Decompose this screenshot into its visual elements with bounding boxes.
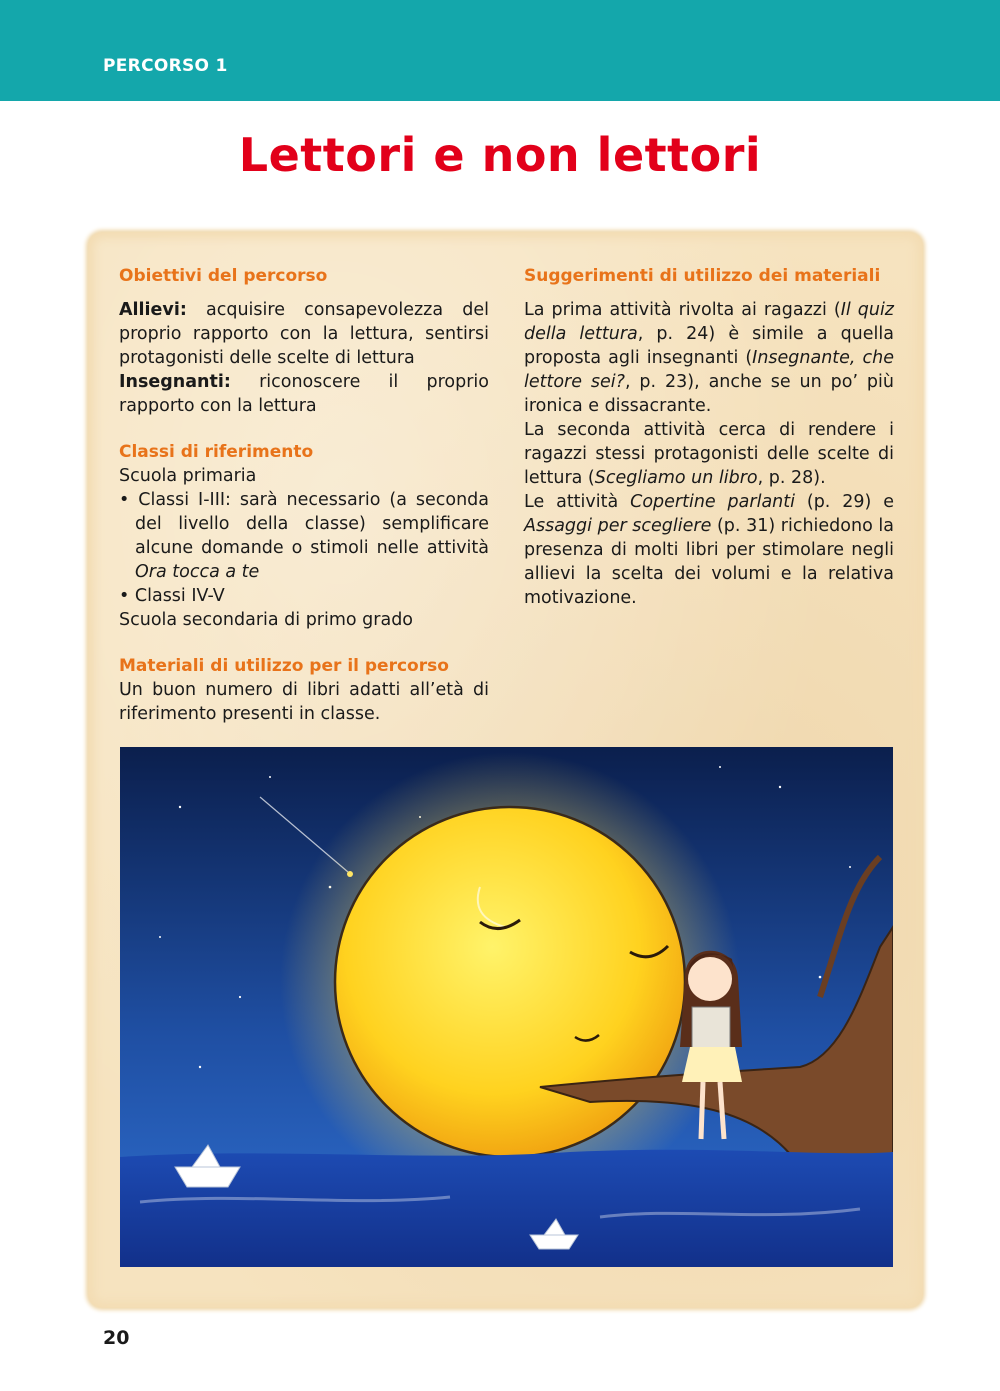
italic-title: Scegliamo un libro bbox=[594, 468, 758, 488]
teachers-objective bbox=[119, 370, 489, 418]
italic-title: Assaggi per scegliere bbox=[524, 516, 712, 536]
secondary-school: Scuola secondaria di primo grado bbox=[119, 610, 414, 630]
suggestions-paragraph-2 bbox=[524, 418, 894, 490]
students-text: acquisire consapevolezza del proprio rapporto con la lettura, sentirsi protagonisti delle scelte di lettura bbox=[119, 300, 489, 368]
moon bbox=[335, 807, 685, 1157]
text-span: La prima attività rivolta ai ragazzi ( bbox=[524, 300, 841, 320]
teachers-text: riconoscere il proprio rapporto con la lettura bbox=[119, 372, 489, 416]
section-label: PERCORSO 1 bbox=[103, 56, 228, 76]
students-label: Allievi: bbox=[119, 300, 187, 320]
objectives-heading: Obiettivi del percorso bbox=[119, 266, 328, 286]
moon-girl-illustration bbox=[120, 747, 893, 1267]
classes-heading: Classi di riferimento bbox=[119, 442, 314, 462]
bullet-1-italic: Ora tocca a te bbox=[135, 562, 260, 582]
page-title: Lettori e non lettori bbox=[238, 128, 762, 182]
suggestions-paragraph-1 bbox=[524, 298, 894, 418]
left-column bbox=[119, 264, 489, 726]
materials-heading: Materiali di utilizzo per il percorso bbox=[119, 656, 449, 676]
right-column bbox=[524, 264, 894, 610]
bullet-1-text: • Classi I-III: sarà necessario (a seconda del livello della classe) semplificare alcune domande o stimoli nelle attività bbox=[119, 490, 489, 558]
text-span: Le attività bbox=[524, 492, 631, 512]
teachers-label: Insegnanti: bbox=[119, 372, 231, 392]
text-span: (p. 29) e bbox=[794, 492, 894, 512]
italic-title: Insegnante, che lettore sei? bbox=[524, 348, 894, 392]
text-span: , p. 24) è simile a quella proposta agli insegnanti ( bbox=[524, 324, 894, 368]
italic-title: Copertine parlanti bbox=[630, 492, 795, 512]
text-span: (p. 31) richiedono la presenza di molti libri per stimolare negli allievi la scelta dei volumi e la relativa motivazione. bbox=[524, 516, 894, 608]
primary-school: Scuola primaria bbox=[119, 466, 257, 486]
bullet-classes-1-3 bbox=[119, 488, 489, 584]
suggestions-heading: Suggerimenti di utilizzo dei materiali bbox=[524, 266, 881, 286]
text-span: , p. 23), anche se un po’ più ironica e dissacrante. bbox=[524, 372, 894, 416]
italic-title: Il quiz della lettura bbox=[524, 300, 894, 344]
header-band bbox=[0, 0, 1000, 101]
page-number: 20 bbox=[103, 1327, 130, 1349]
materials-text: Un buon numero di libri adatti all’età di riferimento presenti in classe. bbox=[119, 680, 489, 724]
students-objective bbox=[119, 298, 489, 370]
bullet-classes-4-5: • Classi IV-V bbox=[119, 586, 225, 606]
text-span: , p. 28). bbox=[757, 468, 826, 488]
suggestions-paragraph-3 bbox=[524, 490, 894, 610]
text-span: La seconda attività cerca di rendere i ragazzi stessi protagonisti delle scelte di lettura ( bbox=[524, 420, 894, 488]
